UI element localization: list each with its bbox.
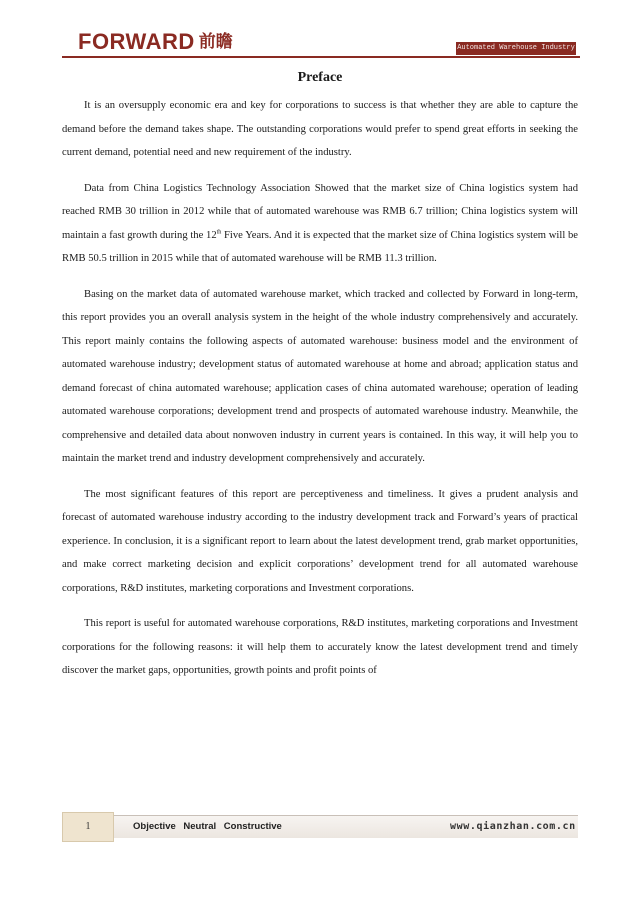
- page-footer: [0, 812, 638, 872]
- page-header: [0, 0, 638, 60]
- footer-website: www.qianzhan.com.cn: [450, 821, 576, 832]
- paragraph-1: It is an oversupply economic era and key for corporations to success is that whether they are able to capture the demand before the demand takes shape. The outstanding corporations would prefer to spend great efforts in seeking the current demand, potential need and new requirement of the industry.: [62, 100, 578, 158]
- logo-text: FORWARD: [78, 29, 195, 54]
- document-body: [62, 68, 578, 683]
- paragraph-2-after: Five Years. And it is expected that the market size of China logistics system will be RMB 50.5 trillion in 2015 while that of automated warehouse will be RMB 11.3 trillion.: [62, 229, 578, 264]
- header-rule: [62, 56, 580, 58]
- footer-slogan: Objective Neutral Constructive: [133, 821, 282, 832]
- paragraph-2: [62, 177, 578, 271]
- document-title: Preface: [297, 70, 343, 85]
- page-number: 1: [62, 812, 114, 842]
- logo-chinese-text: 前瞻: [198, 32, 233, 52]
- paragraph-4: The most significant features of this report are perceptiveness and timeliness. It gives a prudent analysis and forecast of automated warehouse industry according to the industry development track and Forward’s years of practical experience. In conclusion, it is a significant report to learn about the latest development trend, grab market opportunities, and make correct marketing decision and explicit corporations’ development trend for all automated warehouse corporations, R&D institutes, marketing corporations and Investment corporations.: [62, 488, 578, 594]
- paragraph-2-superscript: th: [216, 228, 222, 235]
- paragraph-3: Basing on the market data of automated warehouse market, which tracked and collected by Forward in long-term, this report provides you an overall analysis system in the height of the whole industry comprehensively and accurately. This report mainly contains the following aspects of automated warehouse: business model and the environment of automated warehouse industry; development status of automated warehouse at home and abroad; application status and demand forecast of china automated warehouse; application cases of china automated warehouse; operation of leading automated warehouse corporations; development trend and prospects of automated warehouse industry. Meanwhile, the comprehensive and detailed data about nonwoven industry in current years is contained. In this way, it will help you to maintain the market trend and industry development comprehensively and accurately.: [62, 288, 578, 464]
- paragraph-2-before: Data from China Logistics Technology Association Showed that the market size of China logistics system had reached RMB 30 trillion in 2012 while that of automated warehouse was RMB 6.7 trillion; China logistics system will maintain a fast growth during the 12: [62, 182, 578, 241]
- industry-tag: Automated Warehouse Industry: [456, 42, 576, 55]
- paragraph-5: This report is useful for automated warehouse corporations, R&D institutes, marketing corporations and Investment corporations for the following reasons: it will help them to accurately know the latest development trend and timely discover the market gaps, opportunities, growth points and profit points of: [62, 618, 578, 676]
- forward-logo: [78, 30, 233, 54]
